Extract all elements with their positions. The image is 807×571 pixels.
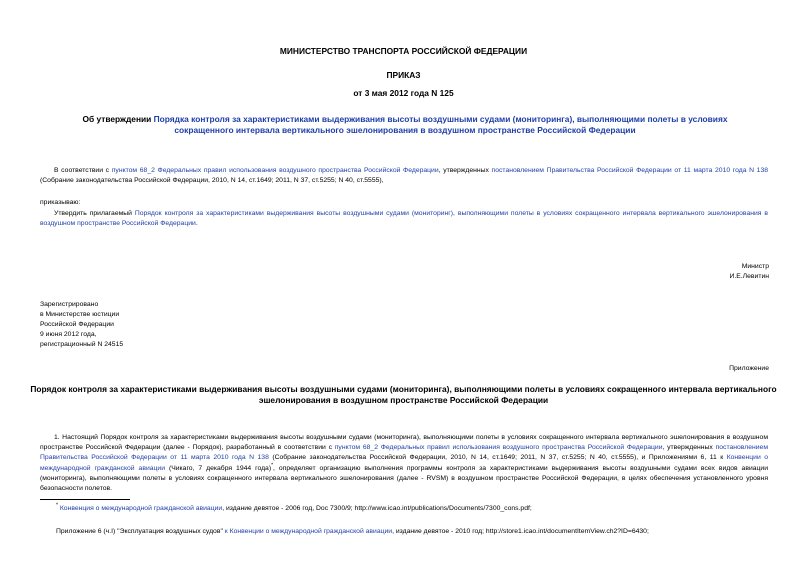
order-type-heading: ПРИКАЗ — [386, 70, 421, 80]
federal-rules-link-2[interactable]: пунктом 68_2 Федеральных правил использования воздушного пространства Российской Федерации — [334, 444, 663, 452]
ministry-heading: МИНИСТЕРСТВО ТРАНСПОРТА РОССИЙСКОЙ ФЕДЕРАЦИИ — [279, 46, 528, 56]
footnote-marker: * — [271, 462, 274, 469]
orders-word: приказываю: — [40, 199, 81, 206]
government-decree-link-2[interactable]: постановлением Правительства Российской Федерации от 11 марта 2010 года N 138 — [40, 444, 769, 462]
approve-text-1: Утвердить прилагаемый — [54, 210, 135, 217]
preamble-text-3: (Собрание законодательства Российской Федерации, 2010, N 14, ст.1649; 2011, N 37, ст.5255; N 40, ст.5555), — [40, 177, 384, 184]
footnote-1-text: , издание девятое - 2006 год, Doc 7300/9; http://www.icao.int/publications/Documents/7300_cons.pdf; — [222, 505, 532, 512]
procedure-text-1: 1. Настоящий Порядок контроля за характеристиками выдерживания высоты воздушными судами (мониторинга), выполняющими полеты в условиях сокращенного интервала вертикального эшелонирования в воздушном пространстве Российской Федерации (далее - Порядок), разработанный в соответствии с — [40, 434, 768, 452]
footnote-1-convention-link[interactable]: Конвенция о международной гражданской авиации — [59, 505, 223, 512]
registration-line: Зарегистрировано — [40, 301, 99, 308]
procedure-text-4: (Чикаго, 7 декабря 1944 года) — [165, 464, 272, 472]
signature-block — [729, 262, 769, 282]
icao-convention-link[interactable]: Конвенции о международной гражданской авиации — [40, 454, 768, 472]
procedure-link[interactable]: Порядок контроля за характеристиками выдерживания высоты воздушными судами (мониторинг), выполняющими полеты в условиях сокращенного интервала вертикального эшелонирования в воздушном пространстве Российской Федерации — [40, 210, 768, 227]
procedure-text-5: , определяет организацию выполнения программы контроля за характеристиками выдерживания высоты воздушными судами всех видов авиации (мониторинга), выполняющими полеты в условиях сокращенного интервала вертикального эшелонирования (далее - RVSM) в воздушном пространстве Российской Федерации, в целях обеспечения установленного уровня безопасности полетов. — [40, 464, 769, 493]
approve-text-2: . — [195, 220, 198, 227]
signature-role: Министр — [741, 263, 769, 270]
procedure-text-2: , утвержденных — [662, 444, 716, 452]
appendix-label: Приложение — [729, 365, 769, 372]
procedure-title: Порядок контроля за характеристиками выдерживания высоты воздушными судами (мониторинга), выполняющими полеты в условиях сокращенного интервала вертикального эшелонирования в воздушном пространстве Российской Федерации — [30, 384, 777, 405]
registration-line: 9 июня 2012 года, — [40, 331, 97, 338]
registration-line: регистрационный N 24515 — [40, 341, 124, 348]
footnote-2-convention-link[interactable]: к Конвенции о международной гражданской авиации — [224, 528, 393, 535]
preamble-text-2: , утвержденных — [438, 167, 492, 174]
government-decree-link[interactable]: постановлением Правительства Российской Федерации от 11 марта 2010 года N 138 — [491, 167, 769, 174]
order-title — [60, 114, 750, 136]
procedure-text-3: (Собрание законодательства Российской Федерации, 2010, N 14, ст.1649; 2011, N 37, ст.5255; N 40, ст.5555), и Приложениями 6, 11 к — [268, 454, 727, 462]
preamble-paragraph — [40, 166, 768, 186]
footnote-2-text-1: Приложение 6 (ч.I) "Эксплуатация воздушных судов" — [56, 528, 225, 535]
procedure-paragraph-1 — [40, 433, 768, 494]
footnote-2-text-2: , издание девятое - 2010 год; http://store1.icao.int/documentItemView.ch2?ID=6430; — [392, 528, 649, 535]
registration-block — [40, 300, 123, 350]
preamble-text-1: В соответствии с — [54, 167, 112, 174]
order-title-prefix: Об утверждении — [82, 114, 154, 124]
registration-line: в Министерстве юстиции — [40, 311, 120, 318]
signature-name: И.Е.Левитин — [729, 273, 769, 280]
footnote-2 — [56, 527, 768, 537]
footnote-separator — [40, 499, 130, 500]
order-title-link[interactable]: Порядка контроля за характеристиками выдерживания высоты воздушными судами (мониторинга), выполняющими полеты в условиях сокращенного интервала вертикального эшелонирования в воздушном пространстве Российской Федерации — [153, 114, 728, 135]
approve-paragraph — [40, 209, 768, 229]
footnote-1 — [56, 504, 768, 514]
registration-line: Российской Федерации — [40, 321, 114, 328]
footnote-1-marker: * — [56, 502, 58, 509]
order-date-number: от 3 мая 2012 года N 125 — [353, 88, 454, 98]
federal-rules-link[interactable]: пунктом 68_2 Федеральных правил использования воздушного пространства Российской Федерации — [111, 167, 439, 174]
